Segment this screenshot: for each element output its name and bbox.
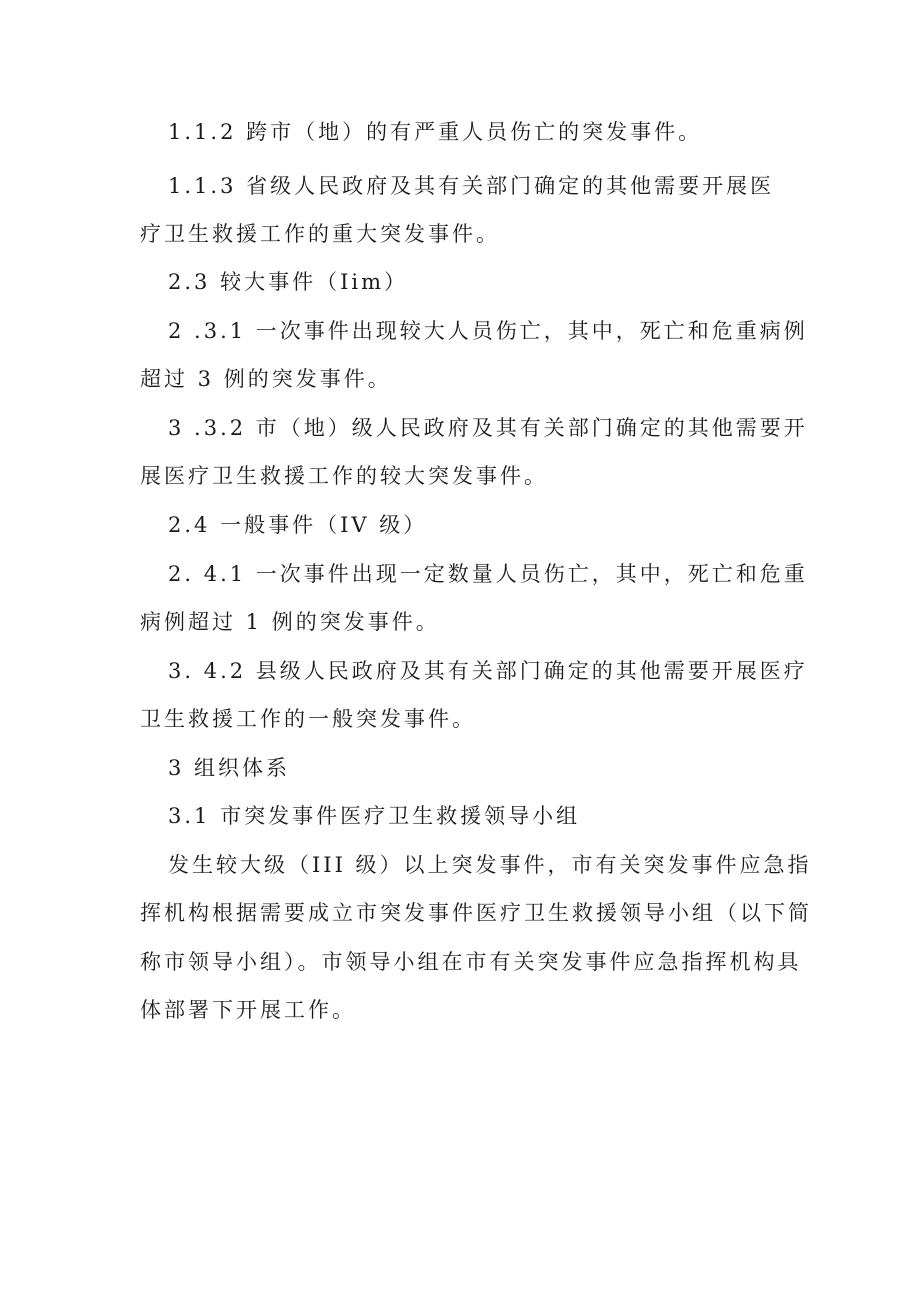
heading-2-3: 2.3 较大事件（Iim） (168, 270, 408, 294)
paragraph-3-1-line-2: 挥机构根据需要成立市突发事件医疗卫生救援领导小组（以下简 (140, 901, 812, 925)
line-3-3-2: 3 .3.2 市（地）级人民政府及其有关部门确定的其他需要开 (168, 416, 808, 440)
paragraph-3-1-line-1: 发生较大级（III 级）以上突发事件，市有关突发事件应急指 (168, 853, 812, 877)
line-3-4-2-cont: 卫生救援工作的一般突发事件。 (140, 707, 476, 731)
paragraph-3-1-line-3: 称市领导小组）。市领导小组在市有关突发事件应急指挥机构具 (140, 950, 802, 974)
line-1-1-3: 1.1.3 省级人民政府及其有关部门确定的其他需要开展医 (168, 174, 775, 198)
heading-3-1: 3.1 市突发事件医疗卫生救援领导小组 (168, 804, 581, 828)
line-2-4-1-cont: 病例超过 1 例的突发事件。 (140, 610, 440, 634)
heading-3: 3 组织体系 (168, 756, 291, 780)
paragraph-3-1-line-4: 体部署下开展工作。 (140, 998, 356, 1022)
line-3-3-2-cont: 展医疗卫生救援工作的较大突发事件。 (140, 464, 548, 488)
line-2-3-1: 2 .3.1 一次事件出现较大人员伤亡，其中，死亡和危重病例 (168, 319, 808, 343)
line-2-4-1: 2. 4.1 一次事件出现一定数量人员伤亡，其中，死亡和危重 (168, 562, 808, 586)
heading-2-4: 2.4 一般事件（IV 级） (168, 513, 428, 537)
line-3-4-2: 3. 4.2 县级人民政府及其有关部门确定的其他需要开展医疗 (168, 659, 808, 683)
line-1-1-2: 1.1.2 跨市（地）的有严重人员伤亡的突发事件。 (168, 120, 703, 144)
line-2-3-1-cont: 超过 3 例的突发事件。 (140, 367, 392, 391)
line-1-1-3-cont: 疗卫生救援工作的重大突发事件。 (140, 222, 500, 246)
